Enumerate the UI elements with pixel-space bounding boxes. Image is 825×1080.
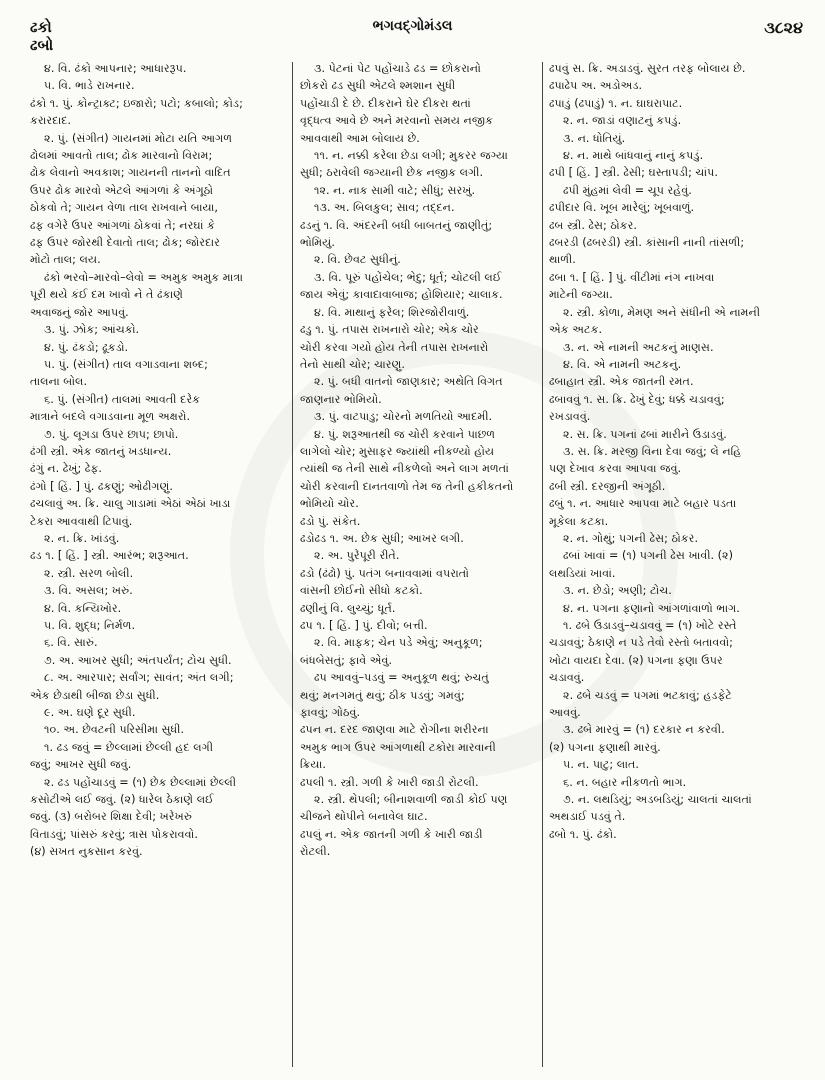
dictionary-line: ઢફ ઉપર જોરથી દેવાતો તાલ; ઢોક; જોરદાર xyxy=(30,236,220,250)
dictionary-line: ૪. વિ. માથાનું ફરેલ; શિરજોરીવાળું. xyxy=(314,305,470,319)
dictionary-line: જવું; આખર સુધી જવું. xyxy=(30,758,132,772)
dictionary-line: ઢડનું ૧. વિ. અંદરની બધી બાબતનું જાણીતું; xyxy=(300,218,493,232)
dictionary-line: ૭. ન. લથડિયું; અડબડિયું; ચાલતાં ચાલતાં xyxy=(563,793,752,807)
text-column-1 xyxy=(30,60,285,1072)
dictionary-line: ઢપન ન. દરદ જાણવા માટે રોગીના શરીરના xyxy=(300,723,489,737)
dictionary-line: ઢડો પું. સંકેત. xyxy=(300,514,361,528)
dictionary-line: ૧. ઢબે ઉડાડવું–ચડાવવું = (૧) ખોટે રસ્તે xyxy=(563,619,737,632)
dictionary-line: ઢબો ૧. પું. ઢંકો. xyxy=(549,827,617,841)
dictionary-line: ૫. વિ. શુદ્ધ; નિર્મળ. xyxy=(44,619,136,632)
dictionary-line: ચીજને થોપીને બનાવેલ ઘાટ. xyxy=(300,810,428,824)
dictionary-line: ઢપાડું (ઢપાડું) ૧. ન. ઘાઘરાપાટ. xyxy=(549,96,683,110)
dictionary-line: કસોટીએ લઈ જવું. (૨) ધારેલ ઠેકાણે લઈ xyxy=(30,793,214,807)
guide-word-last: ઢબો xyxy=(30,36,54,54)
text-column-2 xyxy=(300,60,536,1072)
dictionary-line: એક છેડાથી બીજા છેડા સુધી. xyxy=(30,688,160,702)
dictionary-line: ઢંગો [ હિં. ] પું. ઢકણું; ઓઢીગણું. xyxy=(30,479,173,493)
dictionary-line: ફાવવું; ગોઠવું. xyxy=(300,706,360,720)
dictionary-line: ઠોકવો તે; ગાયન વેળા તાલ રાખવાને બાયા, xyxy=(30,201,218,215)
dictionary-line: ઢફ વગેરે ઉપર આંગળાં ઠોકવાં તે; નરઘાં કે xyxy=(30,218,215,232)
dictionary-line: ચોરી કરવા ગયો હોય તેની તપાસ રાખનારો xyxy=(300,340,489,354)
dictionary-line: ૨. સ. ક્રિ. પગનાં ઢબાં મારીને ઉડાડવું. xyxy=(563,427,727,441)
dictionary-line: ૨. અ. પુરેપૂરી રીતે. xyxy=(314,549,400,563)
dictionary-line: ૨. પું. બધી વાતનો જાણકાર; અથેતિ વિગત xyxy=(314,375,503,389)
dictionary-line: ૬. વિ. સારું. xyxy=(44,636,98,650)
dictionary-line: ઢડુ ૧. પું. તપાસ રાખનારો ચોર; એક ચોર xyxy=(300,323,479,337)
dictionary-line: ઢપલું ન. એક જાતની ગળી કે ખારી જાડી xyxy=(300,827,483,841)
dictionary-line: જવું. (૩) બરોબર શિક્ષા દેવી; ખરેખરું xyxy=(30,810,192,824)
dictionary-line: ૪. વિ. કન્યિખોર. xyxy=(44,601,122,615)
dictionary-line: ઢંગી સ્ત્રી. એક જાતનું ખડધાન્ય. xyxy=(30,444,172,458)
dictionary-line: ૪. પું. શરૂઆતથી જ ચોરી કરવાને પાછળ xyxy=(314,427,496,441)
dictionary-line: જાય એવું; કાવાદાવાબાજ; હોશિયાર; ચાલાક. xyxy=(300,288,503,302)
dictionary-line: (૪) સખત નુકસાન કરવું. xyxy=(30,845,143,859)
dictionary-line: આવવું. xyxy=(549,706,581,720)
dictionary-line: ઢડ ૧. [ હિં. ] સ્ત્રી. આરંભ; શરૂઆત. xyxy=(30,549,189,563)
dictionary-line: ૨. ઢડ પહોંચાડવું = (૧) છેક છેલ્લામાં છેલ્લી xyxy=(44,775,237,789)
dictionary-line: અવાજનું જોર આપવું. xyxy=(30,305,129,319)
dictionary-line: ૨. વિ. માફક; ચેન પડે એવું; અનુકૂળ; xyxy=(314,636,483,650)
dictionary-line: ઢપાઢેપ અ. અડોઅડ. xyxy=(549,79,643,93)
dictionary-line: ૨. ન. ક્રિ. ખાંડવું. xyxy=(44,531,120,545)
dictionary-line: ૬. ન. બહાર નીકળતો ભાગ. xyxy=(563,775,687,789)
dictionary-line: ઢબાવવું ૧. સ. ક્રિ. ઢેખું દેવું; ધક્કે ચડાવવું; xyxy=(549,392,725,406)
dictionary-line: ત્યાંથી જ તેની સાથે નીકળેલો અને લાગ મળતાં xyxy=(300,462,509,476)
dictionary-line: લાગેલો ચોર; મુસાફર જ્યાંથી નીકળ્યો હોય xyxy=(300,444,495,458)
dictionary-line: તાલના બોલ. xyxy=(30,375,88,389)
dictionary-line: ૨. વિ. છેવટ સુધીનું. xyxy=(314,253,401,267)
dictionary-line: ૯. અ. ઘણે દૂર સુધી. xyxy=(44,706,136,720)
dictionary-line: ચડાવવું. xyxy=(549,671,585,685)
dictionary-line: ઢોલમાં આવતો તાલ; ઢોક મારવાનો વિરામ; xyxy=(30,149,213,163)
dictionary-line: ૧૧. ન. નક્કી કરેલા છેડા લગી; મુકરર જગ્યા xyxy=(314,149,508,163)
dictionary-line: ૩. વિ. પૂરું પહોંચેલ; ભેદુ; ધૂર્ત; ચોટલી લઈ xyxy=(314,270,502,284)
dictionary-line: ૩. પું. ઝોક; આંચકો. xyxy=(44,323,140,337)
dictionary-line: ૫. પું. (સંગીત) તાલ વગાડવાના શબ્દ; xyxy=(44,357,208,371)
text-column-3 xyxy=(549,60,811,1072)
dictionary-line: આવવાથી આમ બોલાય છે. xyxy=(300,131,420,145)
column-divider xyxy=(292,62,293,1067)
dictionary-line: ૧. ઢડ જવું = છેલ્લામાં છેલ્લી હદ લગી xyxy=(44,740,214,754)
dictionary-line: ઢબાહાત સ્ત્રી. એક જાતની રમત. xyxy=(549,375,694,389)
dictionary-line: ૪. ન. પગના ફણાનો આંગળાંવાળો ભાગ. xyxy=(563,601,740,615)
dictionary-line: ૧૩. અ. બિલકુલ; સાવ; તદ્દન. xyxy=(314,201,455,215)
dictionary-line: ખોટા વાયદા દેવા. (૨) પગના ફણા ઉપર xyxy=(549,653,723,667)
dictionary-line: ૨. સ્ત્રી. થેપલી; બીનાશવાળી જાડી કોઈ પણ xyxy=(314,793,508,807)
dictionary-line: ૧૦. અ. છેવટની પરિસીમા સુધી. xyxy=(44,723,185,737)
dictionary-line: ૨. ઢબે ચડવું = પગમાં ભટકાવું; હડફેટે xyxy=(563,688,732,702)
dictionary-line: ૩. ઢબે મારવું = (૧) દરકાર ન કરવી. xyxy=(563,723,725,737)
dictionary-line: ઢડો (ઢંઢો) પું. પતંગ બનાવવામાં વપરાતો xyxy=(300,566,469,580)
dictionary-line: વિતાડવું; પાંસરું કરવું; ત્રાસ પોકરાવવો. xyxy=(30,827,198,841)
dictionary-line: લથડિયાં ખાવાં. xyxy=(549,566,616,580)
dictionary-line: ઢપી મુંહમાં લેવી = ચૂપ રહેવું. xyxy=(563,183,692,197)
dictionary-line: ૫. ન. પાટુ; લાત. xyxy=(563,758,639,772)
dictionary-line: ૩. ન. છેડો; અણી; ટોચ. xyxy=(563,584,672,598)
dictionary-line: પૂરી થયે કંઈ દમ ખાવો ને તે ઢંકાણે xyxy=(30,288,183,302)
dictionary-line: ૮. અ. આરપાર; સર્વાંગ; સાવંત; અંત લગી; xyxy=(44,671,234,685)
guide-word-first: ઢકો xyxy=(30,18,52,36)
dictionary-line: ૩. ન. ધોતિયું. xyxy=(563,131,626,145)
dictionary-line: ૩. વિ. અસલ; ખરું. xyxy=(44,584,133,598)
dictionary-line: ટેકરા આવવાથી ટિપાવું. xyxy=(30,514,133,528)
dictionary-line: ૪. ન. માથે બાંધવાનું નાનું કપડું. xyxy=(563,149,704,163)
dictionary-line: ઢબું ૧. ન. આધાર આપવા માટે બહાર પડતા xyxy=(549,497,737,511)
dictionary-line: ઢપીદાર વિ. ખૂબ મારેલું; ખૂબવાળું. xyxy=(549,201,695,215)
dictionary-line: તેનો સાથી ચોર; ચારણુ. xyxy=(300,357,405,371)
dictionary-line: ૨. ન. ગોથું; પગની ઢેસ; ઠોકર. xyxy=(563,531,699,545)
dictionary-line: ઢપી [ હિં. ] સ્ત્રી. ઢેસી; ઘસ્તાપડી; ચાંપ. xyxy=(549,166,718,180)
dictionary-line: ભોમિયું. xyxy=(300,236,335,250)
dictionary-line: ઢપ આવવું–પડવું = અનુકૂળ થવું; રુચતું xyxy=(314,671,489,685)
dictionary-line: ૩. પેટનાં પેટ પહોંચાડે ઢડ = છોકરાનો xyxy=(314,62,481,75)
dictionary-line: માટેની જગ્યા. xyxy=(549,288,613,302)
dictionary-line: ઢડોઢડ ૧. અ. છેક સુધી; આખર લગી. xyxy=(300,531,464,545)
dictionary-line: ઢપ ૧. [ હિં. ] પું. દીવો; બત્તી. xyxy=(300,619,428,632)
dictionary-line: વૃદ્ધત્વ આવે છે અને મરવાનો સમય નજીક xyxy=(300,114,494,128)
column-divider xyxy=(542,62,543,1067)
dictionary-line: ૭. પું. લૂગડા ઉપર છાપ; છાપો. xyxy=(44,427,179,441)
dictionary-line: મૂકેલા કટકા. xyxy=(549,514,609,528)
dictionary-line: ભોમિયો ચોર. xyxy=(300,497,359,511)
dictionary-line: ઢણીનું વિ. લુચ્ચું; ધૂર્ત. xyxy=(300,601,396,615)
dictionary-line: છોકરો ઢડ સુધી એટલે શ્મશાન સુધી xyxy=(300,79,456,93)
dictionary-line: ઢચલાવું અ. ક્રિ. ચાલુ ગાડામાં એઠાં એઠાં ખાડા xyxy=(30,497,231,511)
dictionary-line: ઢબા ૧. [ હિં. ] પું. વીંટીમાં નંગ નાખવા xyxy=(549,270,715,284)
dictionary-line: ચોરી કરવાની દાનતવાળો તેમ જ તેની હકીકતનો xyxy=(300,479,514,493)
dictionary-line: ૬. પું. (સંગીત) તાલમાં આવતી દરેક xyxy=(44,392,201,406)
dictionary-line: ૩. સ. ક્રિ. મરજી વિના દેવા જવું; લે નહિ xyxy=(563,444,742,458)
dictionary-line: થવું; મનગમતું થવું; ઠીક પડવું; ગમવું; xyxy=(300,688,465,702)
dictionary-line: વાંસની છોઈનો સીધો કટકો. xyxy=(300,584,423,598)
dictionary-line: ઢપવું સ. ક્રિ. અડાડવું. સુરત તરફ બોલાય છે. xyxy=(549,62,746,75)
dictionary-line: ઢબ સ્ત્રી. ઢેસ; ઠોકર. xyxy=(549,218,637,232)
dictionary-line: પહોંચાડી દે છે. દીકરાને ઘેર દીકરા થતાં xyxy=(300,96,471,110)
dictionary-line: ૫. વિ. ભાડે રાખનાર. xyxy=(44,79,135,93)
dictionary-line: ક્રિયા. xyxy=(300,758,326,772)
dictionary-line: ઢબી સ્ત્રી. દરજીની અંગૂઠી. xyxy=(549,479,666,493)
dictionary-line: ૧૨. ન. નાક સામી વાટે; સીધું; સરખું. xyxy=(314,183,476,197)
dictionary-line: ઉપર ઢોક મારવો એટલે આંગળાં કે અંગૂઠો xyxy=(30,183,214,197)
dictionary-line: ઢપલી ૧. સ્ત્રી. ગળી કે ખારી જાડી રોટલી. xyxy=(300,775,479,789)
dictionary-line: ઢંગું ન. ઢેખું; ઢેફ. xyxy=(30,462,102,476)
dictionary-line: ઢંકો ભરવો–મારવો–લેવો = અમુક અમુક માત્રા xyxy=(44,270,243,284)
dictionary-line: મોટો તાલ; લય. xyxy=(30,253,101,267)
dictionary-line: ૭. અ. આખર સુધી; અંતપર્યંત; ટોચ સુધી. xyxy=(44,653,232,667)
dictionary-line: થાળી. xyxy=(549,253,576,267)
dictionary-line: ૨. ન. જાડાં વણાટનું કપડું. xyxy=(563,114,682,128)
dictionary-line: ૨. પું. (સંગીત) ગાયનમાં મોટા યતિ આગળ xyxy=(44,131,233,145)
dictionary-line: રોટલી. xyxy=(300,845,331,859)
dictionary-line: ૨. સ્ત્રી. સરળ બોલી. xyxy=(44,566,134,580)
dictionary-line: ઢબરડી (ઢબરડી) સ્ત્રી. કાંસાની નાની તાંસળી; xyxy=(549,236,745,250)
dictionary-line: રખડાવવું. xyxy=(549,410,591,424)
dictionary-line: ૪. વિ. ઢંકો આપનાર; આધારરૂપ. xyxy=(44,62,187,75)
dictionary-line: એક અટક. xyxy=(549,323,603,337)
dictionary-line: પણ દેખાવ કરવા આપવા જવું. xyxy=(549,462,682,476)
dictionary-line: ૨. સ્ત્રી. કોળા, મેમણ અને સંધીની એ નામની xyxy=(563,305,761,319)
dictionary-line: કરારદાદ. xyxy=(30,114,72,128)
dictionary-line: ઢબાં ખાવાં = (૧) પગની ઢેસ ખાવી. (૨) xyxy=(563,549,733,563)
dictionary-line: ચડાવવું; ઠેકાણે ન પડે તેવો રસ્તો બતાવવો; xyxy=(549,636,733,650)
dictionary-line: ૩. ન. એ નામની અટકનું માણસ. xyxy=(563,340,714,354)
dictionary-line: ૪. વિ. એ નામની અટકનું. xyxy=(563,357,682,371)
dictionary-line: ઢોક લેવાનો અવકાશ; ગાયનની તાનનો વાદિત xyxy=(30,166,231,180)
dictionary-line: બંધબેસતું; ફાવે એવું. xyxy=(300,653,393,667)
dictionary-line: ૩. પું. વાટપાડુ; ચોરનો મળતિયો આદમી. xyxy=(314,410,493,424)
dictionary-line: અથડાઈ પડવું તે. xyxy=(549,810,626,824)
page-title: ભગવદ્ગોમંડલ xyxy=(372,18,453,34)
dictionary-line: ઢંકો ૧. પું. કોન્ટ્રાક્ટ; ઇજારો; પટો; કબાલો; કોડ; xyxy=(30,96,243,110)
dictionary-line: (૨) પગના ફણાથી મારવું. xyxy=(549,740,661,754)
page-number: ૩૮૨૪ xyxy=(764,18,803,37)
dictionary-line: ૪. પું. ઢંકડો; ઢૂકડો. xyxy=(44,340,129,354)
page-header xyxy=(0,12,825,60)
dictionary-line: અમુક ભાગ ઉપર આંગળાથી ટકોરા મારવાની xyxy=(300,740,496,754)
dictionary-line: માત્રાને બદલે વગાડવાના મૂળ અક્ષરો. xyxy=(30,410,191,424)
dictionary-line: જાણનાર ભોમિયો. xyxy=(300,392,382,406)
dictionary-line: સુધી; ઠરાવેલી જગ્યાની છેક નજીક લગી. xyxy=(300,166,483,180)
